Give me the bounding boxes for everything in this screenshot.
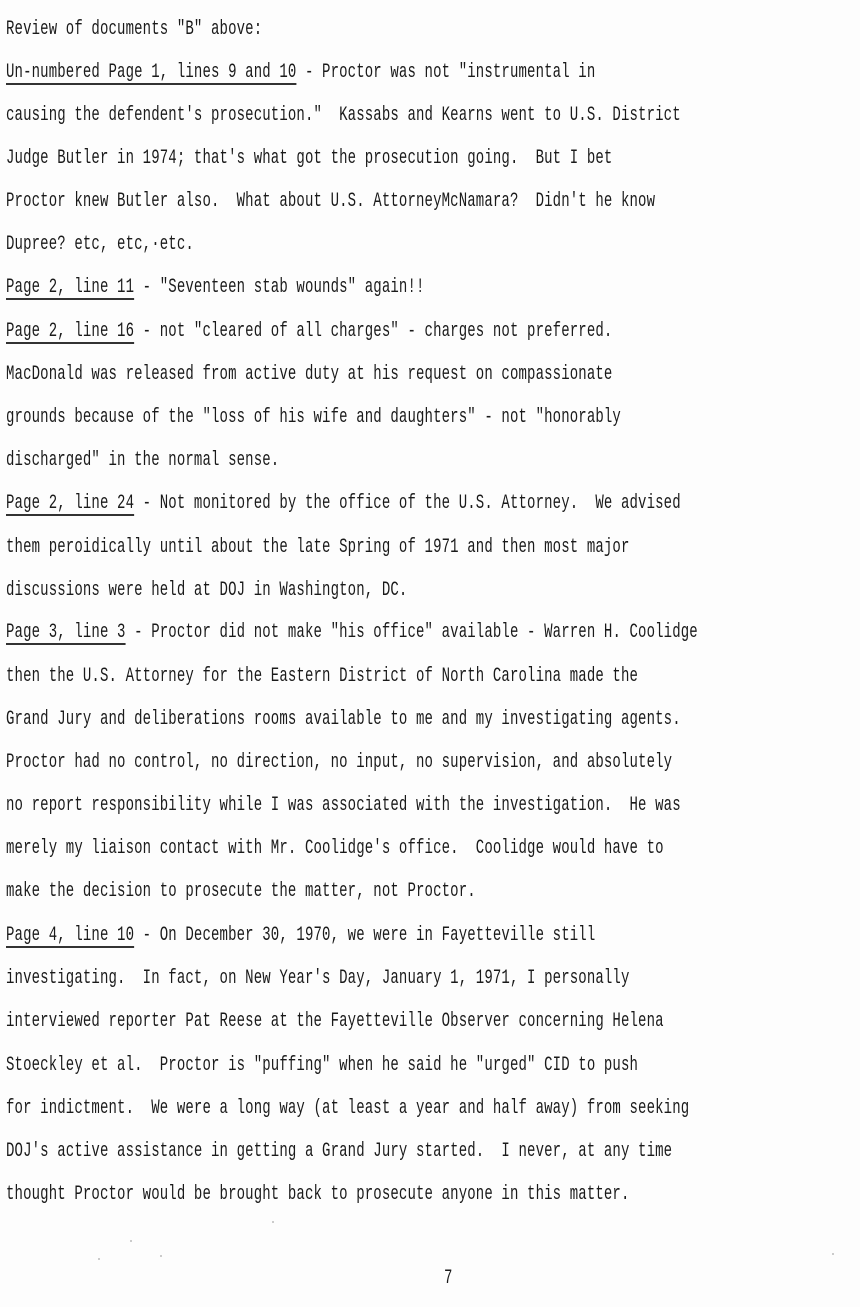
entry-line: make the decision to prosecute the matter, not Proctor.	[6, 880, 476, 903]
page-reference: Un-numbered Page 1, lines 9 and 10	[6, 61, 297, 84]
page-reference: Page 2, line 11	[6, 276, 135, 299]
entry-line: Judge Butler in 1974; that's what got the prosecution going. But I bet	[6, 147, 613, 170]
entry-line: causing the defendent's prosecution." Kassabs and Kearns went to U.S. District	[6, 104, 681, 127]
entry-line: Proctor had no control, no direction, no input, no supervision, and absolutely	[6, 751, 673, 774]
entry-line: Grand Jury and deliberations rooms available to me and my investigating agents.	[6, 708, 681, 731]
entry-line: discharged" in the normal sense.	[6, 449, 280, 472]
entry-line: then the U.S. Attorney for the Eastern District of North Carolina made the	[6, 665, 639, 688]
entry-line: Proctor knew Butler also. What about U.S. AttorneyMcNamara? Didn't he know	[6, 190, 656, 213]
entry-line: DOJ's active assistance in getting a Grand Jury started. I never, at any time	[6, 1140, 673, 1163]
scan-speck	[160, 1255, 162, 1257]
entry-line: investigating. In fact, on New Year's Day, January 1, 1971, I personally	[6, 967, 630, 990]
entry-first-line	[6, 923, 595, 949]
entry-first-line	[6, 60, 595, 86]
entry-text: - On December 30, 1970, we were in Fayetteville still	[134, 924, 596, 947]
entry-line: Dupree? etc, etc,·etc.	[6, 233, 194, 256]
entry-text: - not "cleared of all charges" - charges not preferred.	[134, 320, 613, 343]
page-reference: Page 2, line 16	[6, 320, 135, 343]
entry-line: thought Proctor would be brought back to prosecute anyone in this matter.	[6, 1183, 630, 1206]
entry-first-line	[6, 319, 612, 345]
entry-line: them peroidically until about the late Spring of 1971 and then most major	[6, 536, 630, 559]
entry-line: Stoeckley et al. Proctor is "puffing" when he said he "urged" CID to push	[6, 1054, 639, 1077]
entry-text: - "Seventeen stab wounds" again!!	[134, 276, 425, 299]
scan-speck	[98, 1258, 100, 1260]
entry-text: - Proctor was not "instrumental in	[296, 61, 596, 84]
entry-first-line	[6, 491, 681, 517]
document-heading: Review of documents "B" above:	[6, 18, 263, 41]
scan-speck	[272, 1221, 274, 1223]
entry-line: discussions were held at DOJ in Washington, DC.	[6, 579, 408, 602]
scan-speck	[832, 1253, 834, 1255]
entry-line: MacDonald was released from active duty at his request on compassionate	[6, 363, 613, 386]
page-number: 7	[444, 1267, 453, 1290]
entry-line: no report responsibility while I was associated with the investigation. He was	[6, 794, 681, 817]
entry-text: - Proctor did not make "his office" available - Warren H. Coolidge	[125, 621, 698, 644]
entry-line: for indictment. We were a long way (at least a year and half away) from seeking	[6, 1097, 690, 1120]
entry-text: - Not monitored by the office of the U.S. Attorney. We advised	[134, 492, 681, 515]
entry-line: interviewed reporter Pat Reese at the Fayetteville Observer concerning Helena	[6, 1010, 664, 1033]
entry-first-line	[6, 275, 425, 301]
entry-line: grounds because of the "loss of his wife and daughters" - not "honorably	[6, 406, 621, 429]
page-reference: Page 3, line 3	[6, 621, 126, 644]
scan-speck	[130, 1240, 132, 1242]
page-reference: Page 2, line 24	[6, 492, 135, 515]
page-reference: Page 4, line 10	[6, 924, 135, 947]
entry-line: merely my liaison contact with Mr. Coolidge's office. Coolidge would have to	[6, 837, 664, 860]
entry-first-line	[6, 620, 698, 646]
